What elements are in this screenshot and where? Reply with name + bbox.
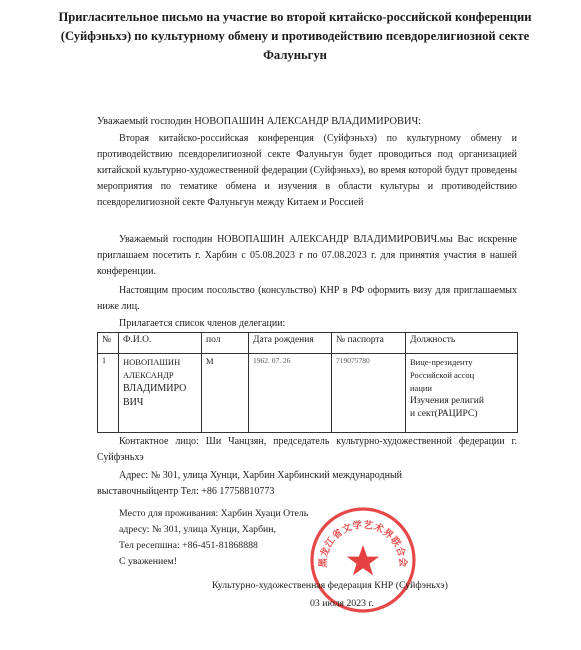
fio-line: ВЛАДИМИРО [123,383,187,394]
col-header-fio: Ф.И.О. [119,333,202,354]
paragraph-visa-request: Настоящим просим посольство (консульство) КНР в РФ оформить визу для приглашаемых ниже лиц. [97,285,517,312]
position-line: и сект(РАЦИРС) [410,409,478,419]
address-line: Адрес: № 301, улица Хунци, Харбин Харбинский международный [119,470,403,481]
table-header-row [98,333,518,354]
cell-position [406,354,518,433]
closing: С уважением! [119,556,178,567]
address-line: выставочныйцентр Тел: +86 17758810773 [97,486,275,497]
col-header-position: Должность [406,333,518,354]
residence-phone: Тел ресепшна: +86-451-81868888 [119,540,258,551]
position-line: Российской ассоц [410,370,475,380]
signature-org: Культурно-художественная федерация КНР (Суйфэньхэ) [212,580,448,591]
cell-no: 1 [98,354,119,433]
residence-address: адресу: № 301, улица Хунци, Харбин, [119,524,276,535]
star-icon [347,545,379,575]
paragraph-invitation: Уважаемый господин НОВОПАШИН АЛЕКСАНДР ВЛАДИМИРОВИЧ.мы Вас искренне приглашаем посетить г. Харбин с 05.08.2023 г по 07.08.2023 г. для принятия участия в нашей конференции. [97,234,517,277]
seal-text: 黑龙江省文学艺术界联合会 [317,519,409,568]
cell-dob: 1962. 07. 26 [249,354,332,433]
delegation-table [97,332,518,433]
fio-line: АЛЕКСАНДР [123,370,174,380]
cell-fio [119,354,202,433]
position-line: Вице-президенту [410,357,473,367]
paragraph-conference: Вторая китайско-российская конференция (Суйфэньхэ) по культурному обмену и противодействию псевдорелигиозной секте Фалуньгун будет проводиться под организацией китайской культурно-художественной федерации (Суйфэньхэ), во время которой будут проведены мероприятия по тематике обмена и изучения в области культуры и противодействию псевдорелигиозной секте Фалуньгун между Китаем и Россией [97,133,517,208]
delegation-list-caption: Прилагается список членов делегации: [119,318,286,329]
cell-sex: М [202,354,249,433]
col-header-passport: № паспорта [332,333,406,354]
contact-person: Контактное лицо: Ши Чанцзян, председатель культурно-художественной федерации г. Суйфэньхэ [97,436,517,463]
letter-date: 03 июля 2023 г. [310,598,374,609]
table-row [98,354,518,433]
letter-title: Пригласительное письмо на участие во второй китайско-российской конференции (Суйфэньхэ) по культурному обмену и противодействию псевдорелигиозной секте Фалуньгун [58,10,532,62]
position-line: Изучения религий [410,396,484,406]
col-header-sex: пол [202,333,249,354]
residence-hotel: Место для проживания: Харбин Хуаци Отель [119,508,309,519]
col-header-no: № [98,333,119,354]
greeting: Уважаемый господин НОВОПАШИН АЛЕКСАНДР ВЛАДИМИРОВИЧ: [97,116,422,127]
position-line: иации [410,383,432,393]
cell-passport: 719075780 [332,354,406,433]
fio-line: НОВОПАШИН [123,357,181,367]
fio-line: ВИЧ [123,397,144,408]
col-header-dob: Дата рождения [249,333,332,354]
